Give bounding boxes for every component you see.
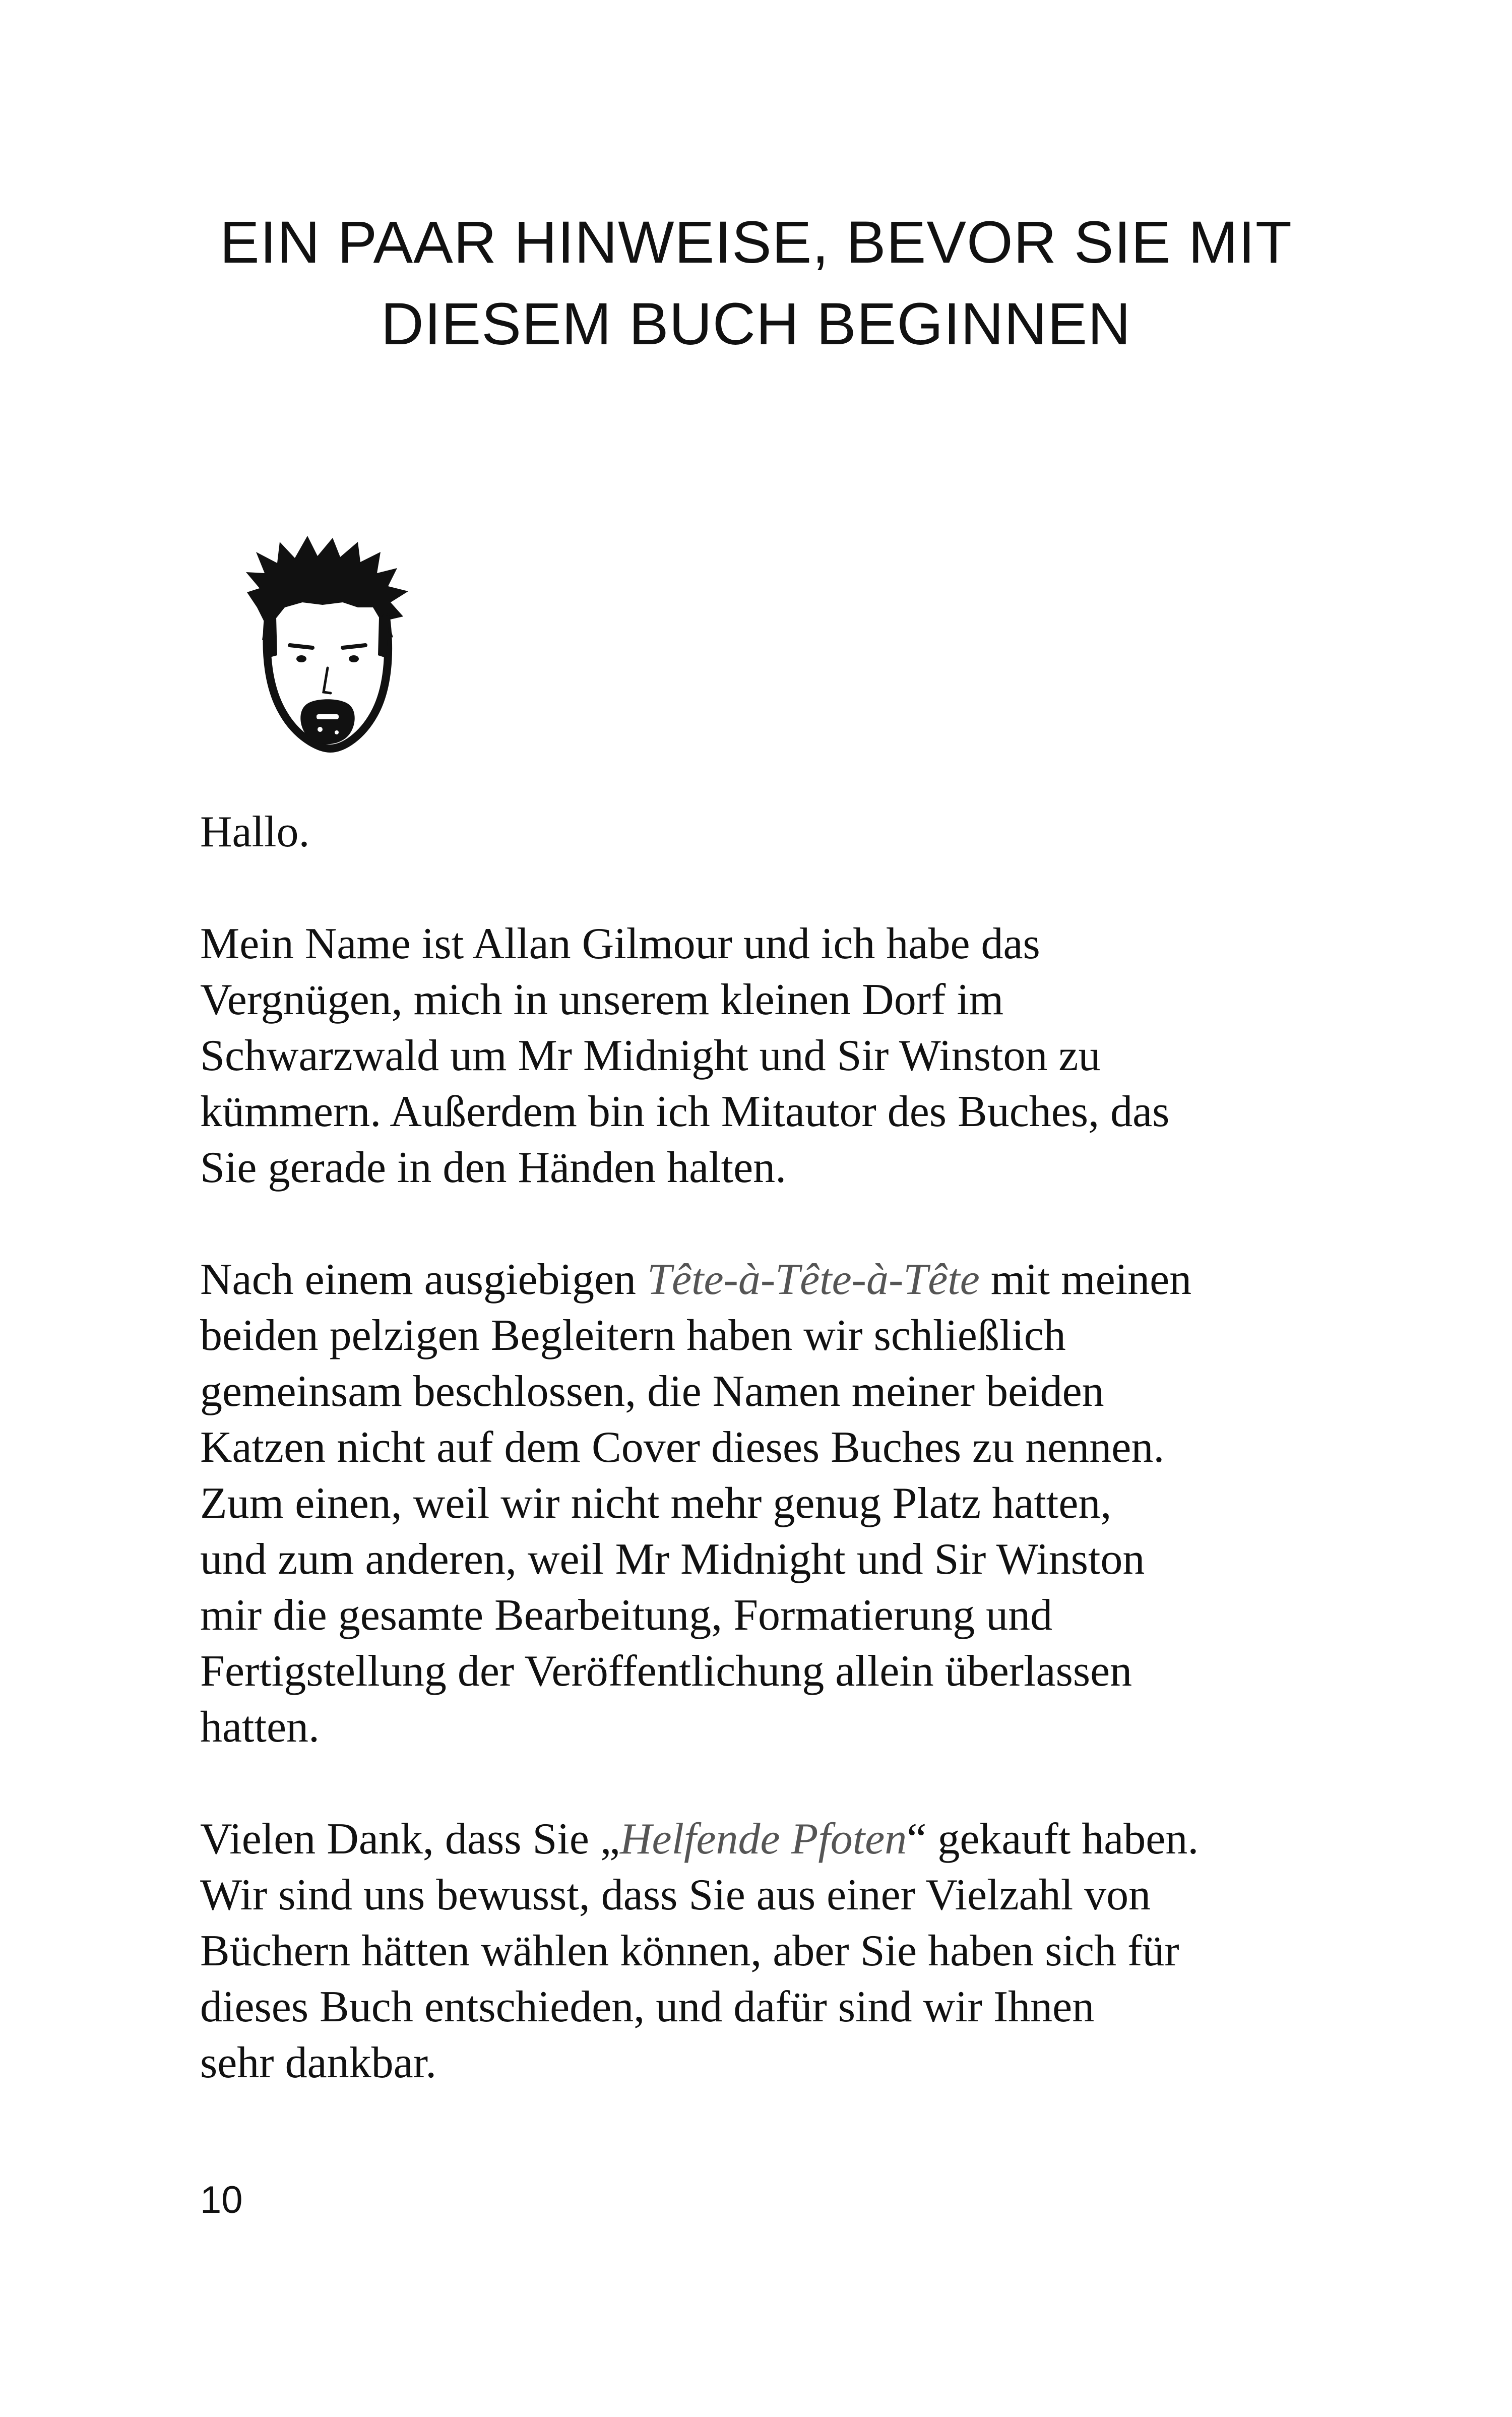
paragraph-line: und zum anderen, weil Mr Midnight und Sir Winston bbox=[200, 1535, 1145, 1584]
paragraph-line: beiden pelzigen Begleitern haben wir schließlich bbox=[200, 1311, 1066, 1360]
paragraph-line: Fertigstellung der Veröffentlichung allein überlassen bbox=[200, 1647, 1132, 1696]
greeting bbox=[200, 804, 1339, 860]
text-run: “ gekauft haben. bbox=[907, 1815, 1199, 1864]
text-run: mit meinen bbox=[979, 1255, 1192, 1304]
mouth bbox=[317, 714, 339, 719]
italic-book-title: Helfende Pfoten bbox=[619, 1815, 907, 1864]
paragraph-line: Mein Name ist Allan Gilmour und ich habe das bbox=[200, 919, 1040, 968]
italic-phrase: Tête-à-Tête-à-Tête bbox=[647, 1255, 980, 1304]
paragraph-line: Wir sind uns bewusst, dass Sie aus einer Vielzahl von bbox=[200, 1871, 1151, 1919]
paragraph-line: sehr dankbar. bbox=[200, 2038, 437, 2087]
text-run: Vielen Dank, dass Sie „ bbox=[200, 1815, 620, 1864]
right-eye bbox=[349, 655, 359, 662]
beard-fleck-2 bbox=[335, 730, 339, 734]
nose bbox=[324, 668, 331, 693]
paragraph-line bbox=[200, 1252, 1339, 1308]
greeting-line: Hallo. bbox=[200, 808, 310, 856]
paragraph-intro bbox=[200, 916, 1339, 1196]
paragraph-line: Vergnügen, mich in unserem kleinen Dorf im bbox=[200, 975, 1004, 1024]
chapter-title-line-1: EIN PAAR HINWEISE, BEVOR SIE MIT bbox=[220, 209, 1292, 276]
right-eyebrow bbox=[343, 645, 365, 648]
beard-fleck-1 bbox=[318, 727, 323, 732]
text-run: Nach einem ausgiebigen bbox=[200, 1255, 648, 1304]
chapter-title bbox=[151, 202, 1361, 365]
paragraph-line: Büchern hätten wählen können, aber Sie haben sich für bbox=[200, 1927, 1179, 1975]
paragraph-names bbox=[200, 1252, 1339, 1755]
paragraph-line: kümmern. Außerdem bin ich Mitautor des Buches, das bbox=[200, 1087, 1170, 1136]
paragraph-thanks bbox=[200, 1811, 1339, 2091]
author-portrait-icon bbox=[237, 532, 418, 759]
paragraph-line: dieses Buch entschieden, und dafür sind wir Ihnen bbox=[200, 1982, 1095, 2031]
paragraph-line: gemeinsam beschlossen, die Namen meiner beiden bbox=[200, 1367, 1104, 1416]
page-number: 10 bbox=[200, 2179, 243, 2221]
paragraph-line: Katzen nicht auf dem Cover dieses Buches zu nennen. bbox=[200, 1423, 1165, 1472]
left-eye bbox=[296, 655, 306, 662]
left-eyebrow bbox=[290, 645, 312, 648]
paragraph-line: Zum einen, weil wir nicht mehr genug Platz hatten, bbox=[200, 1479, 1112, 1528]
paragraph-line: hatten. bbox=[200, 1703, 320, 1752]
paragraph-line: Schwarzwald um Mr Midnight und Sir Winston zu bbox=[200, 1031, 1101, 1080]
paragraph-line bbox=[200, 1811, 1339, 1867]
paragraph-line: mir die gesamte Bearbeitung, Formatierung und bbox=[200, 1591, 1053, 1640]
body-text bbox=[200, 804, 1339, 2147]
paragraph-line: Sie gerade in den Händen halten. bbox=[200, 1143, 787, 1192]
chapter-title-line-2: DIESEM BUCH BEGINNEN bbox=[381, 291, 1131, 357]
